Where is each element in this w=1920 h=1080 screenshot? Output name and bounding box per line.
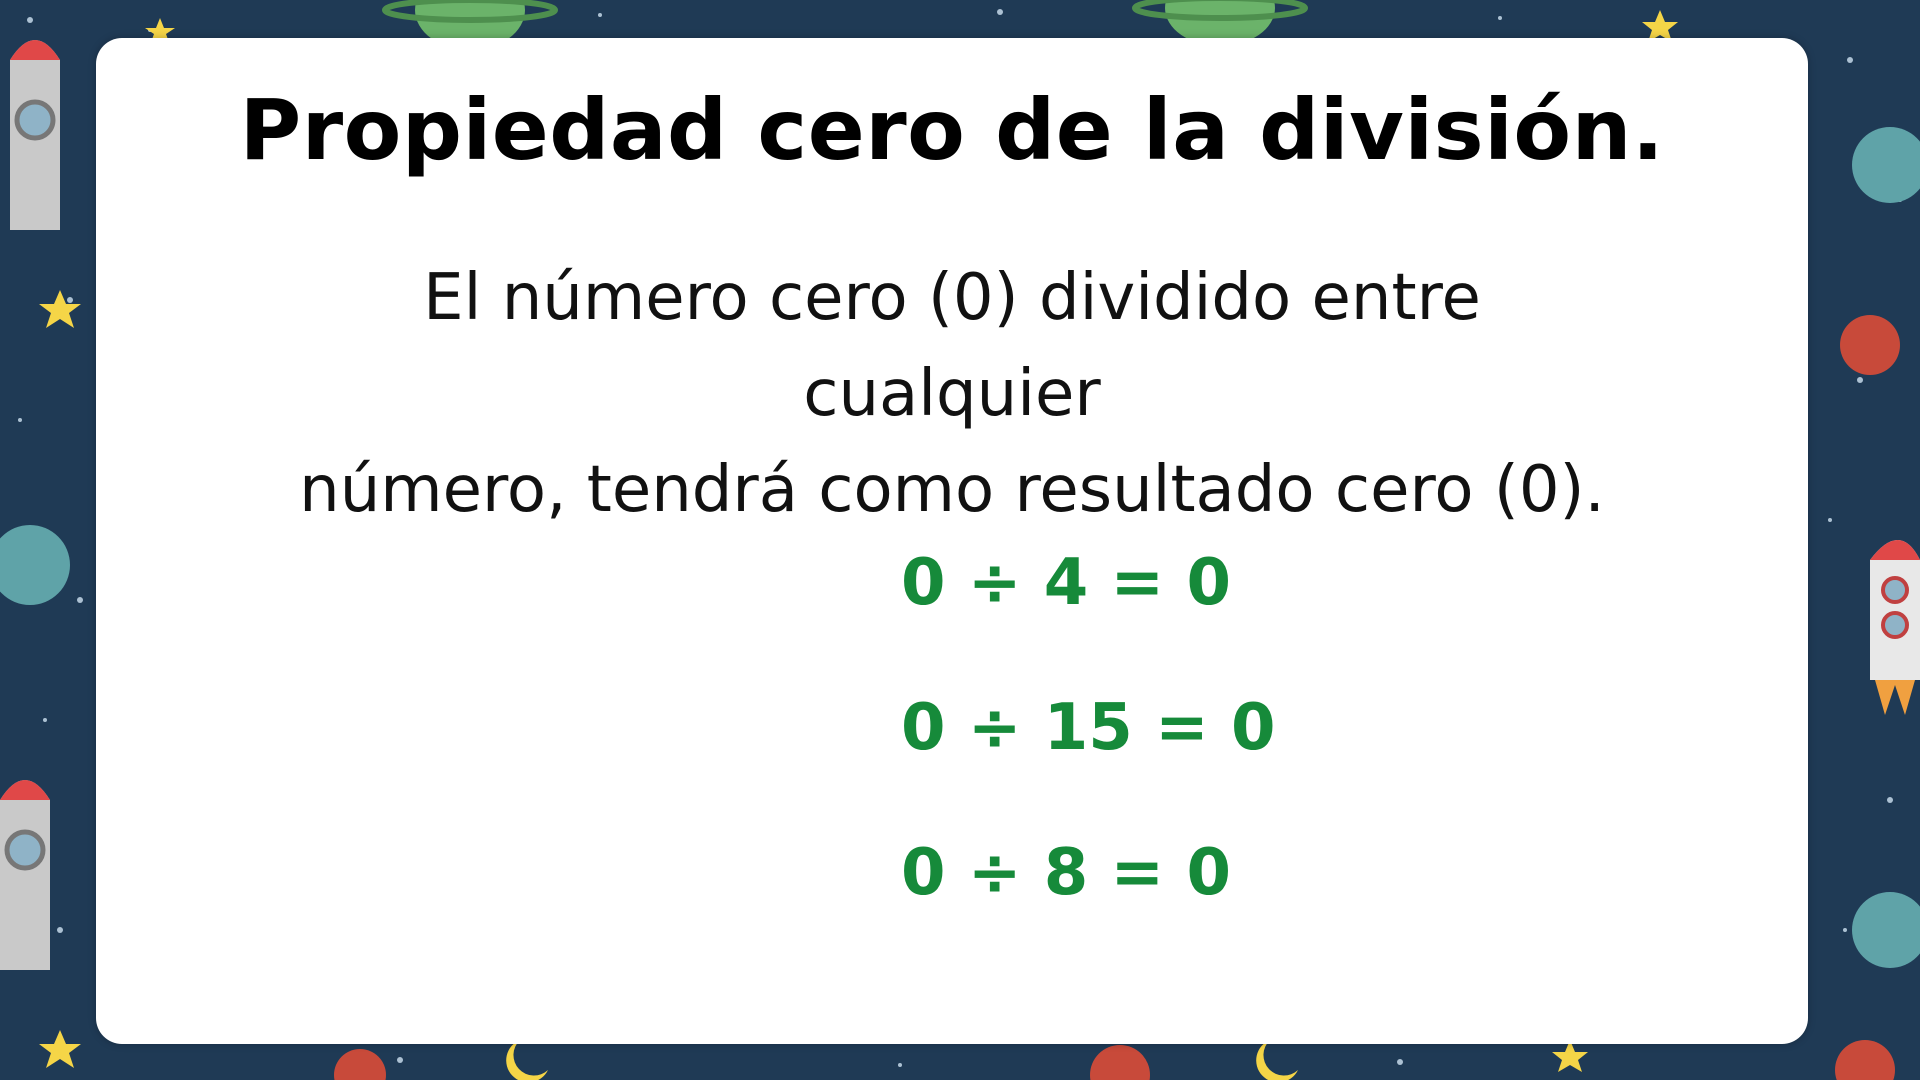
example-equation-1: 0 ÷ 4 = 0 [901, 546, 1231, 620]
rocket-icon [10, 40, 60, 230]
slide-title: Propiedad cero de la división. [239, 81, 1665, 179]
definition-text [296, 250, 1608, 538]
definition-line-1: El número cero (0) dividido entre cualquier [423, 261, 1481, 431]
example-equation-3: 0 ÷ 8 = 0 [901, 836, 1231, 910]
rocket-icon [0, 780, 50, 970]
content-card [96, 38, 1808, 1044]
example-equation-2: 0 ÷ 15 = 0 [901, 691, 1276, 765]
definition-line-2: número, tendrá como resultado cero (0). [299, 453, 1605, 527]
planet-icon [1840, 315, 1900, 375]
